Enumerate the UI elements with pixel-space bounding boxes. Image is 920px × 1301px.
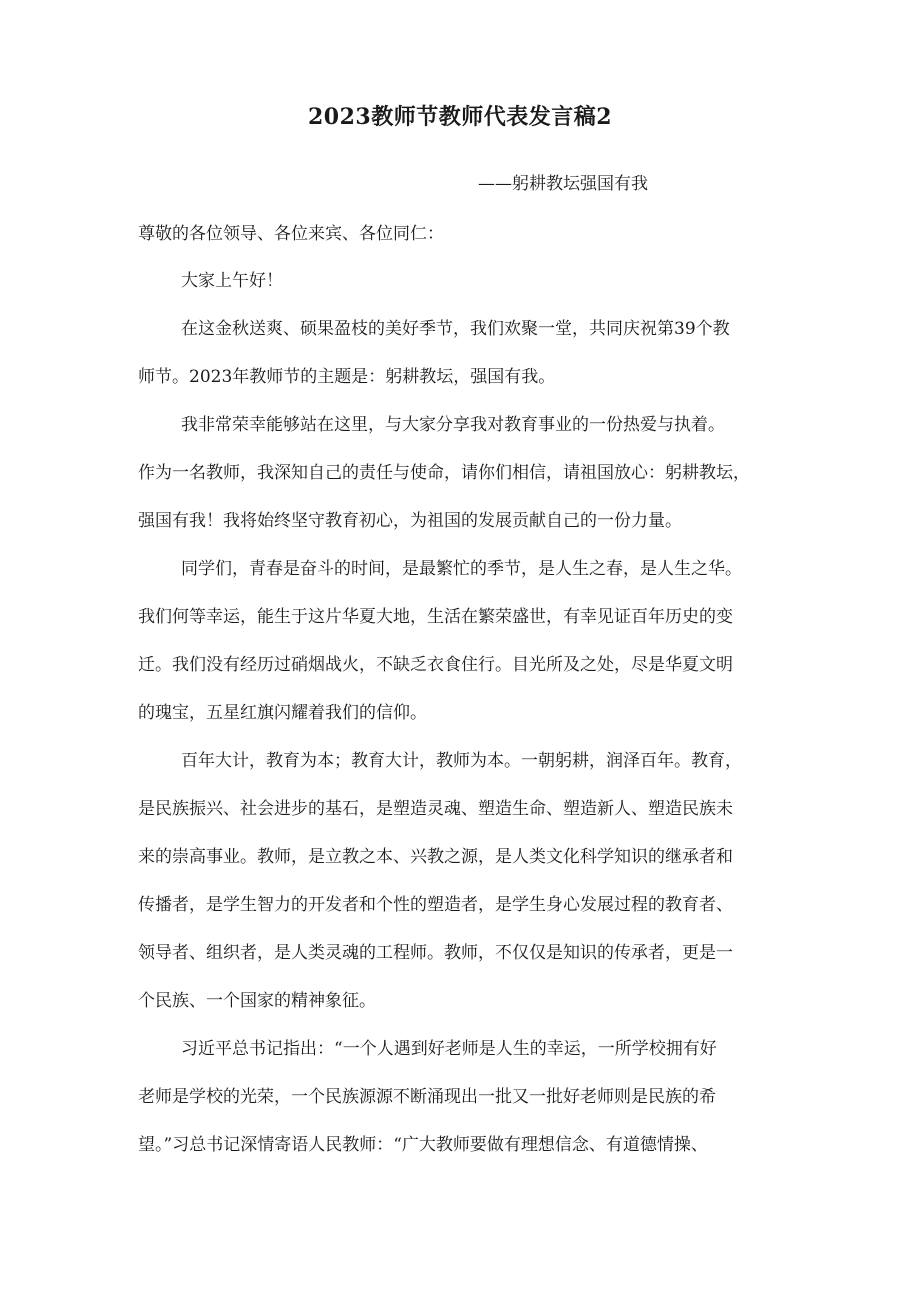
- paragraph-line: 迁。我们没有经历过硝烟战火，不缺乏衣食住行。目光所及之处，尽是华夏文明: [138, 655, 733, 675]
- document-subtitle-text: ——躬耕教坛强国有我: [478, 174, 648, 194]
- paragraph-line: 是民族振兴、社会进步的基石，是塑造灵魂、塑造生命、塑造新人、塑造民族未: [138, 799, 733, 819]
- paragraph-line: 领导者、组织者，是人类灵魂的工程师。教师，不仅仅是知识的传承者，更是一: [138, 943, 733, 963]
- paragraph-line: 在这金秋送爽、硕果盈枝的美好季节，我们欢聚一堂，共同庆祝第39个教: [181, 319, 730, 339]
- paragraph-line: 习近平总书记指出：“一个人遇到好老师是人生的幸运，一所学校拥有好: [181, 1039, 717, 1059]
- paragraph-line: 我非常荣幸能够站在这里，与大家分享我对教育事业的一份热爱与执着。: [181, 415, 725, 435]
- paragraph-line: 我们何等幸运，能生于这片华夏大地，生活在繁荣盛世，有幸见证百年历史的变: [138, 607, 733, 627]
- paragraph-line: 师节。2023年教师节的主题是：躬耕教坛，强国有我。: [138, 367, 556, 387]
- salutation-line: 尊敬的各位领导、各位来宾、各位同仁：: [138, 224, 444, 244]
- paragraph-line: 老师是学校的光荣，一个民族源源不断涌现出一批又一批好老师则是民族的希: [138, 1087, 716, 1107]
- paragraph-line: 作为一名教师，我深知自己的责任与使命，请你们相信，请祖国放心：躬耕教坛，: [138, 463, 750, 483]
- paragraph-line: 个民族、一个国家的精神象征。: [138, 991, 376, 1011]
- paragraph-line: 强国有我！我将始终坚守教育初心，为祖国的发展贡献自己的一份力量。: [138, 511, 682, 531]
- paragraph-line: 百年大计，教育为本；教育大计，教师为本。一朝躬耕，润泽百年。教育，: [181, 751, 742, 771]
- paragraph-line: 来的崇高事业。教师，是立教之本、兴教之源，是人类文化科学知识的继承者和: [138, 847, 733, 867]
- paragraph-line: 同学们，青春是奋斗的时间，是最繁忙的季节，是人生之春，是人生之华。: [181, 559, 742, 579]
- greeting-line: 大家上午好！: [181, 271, 283, 291]
- paragraph-line: 望。”习总书记深情寄语人民教师：“广大教师要做有理想信念、有道德情操、: [138, 1135, 708, 1155]
- document-title: 2023教师节教师代表发言稿2: [307, 104, 613, 130]
- document-subtitle: [0, 170, 860, 198]
- paragraph-line: 的瑰宝，五星红旗闪耀着我们的信仰。: [138, 703, 427, 723]
- paragraph-line: 传播者，是学生智力的开发者和个性的塑造者，是学生身心发展过程的教育者、: [138, 895, 733, 915]
